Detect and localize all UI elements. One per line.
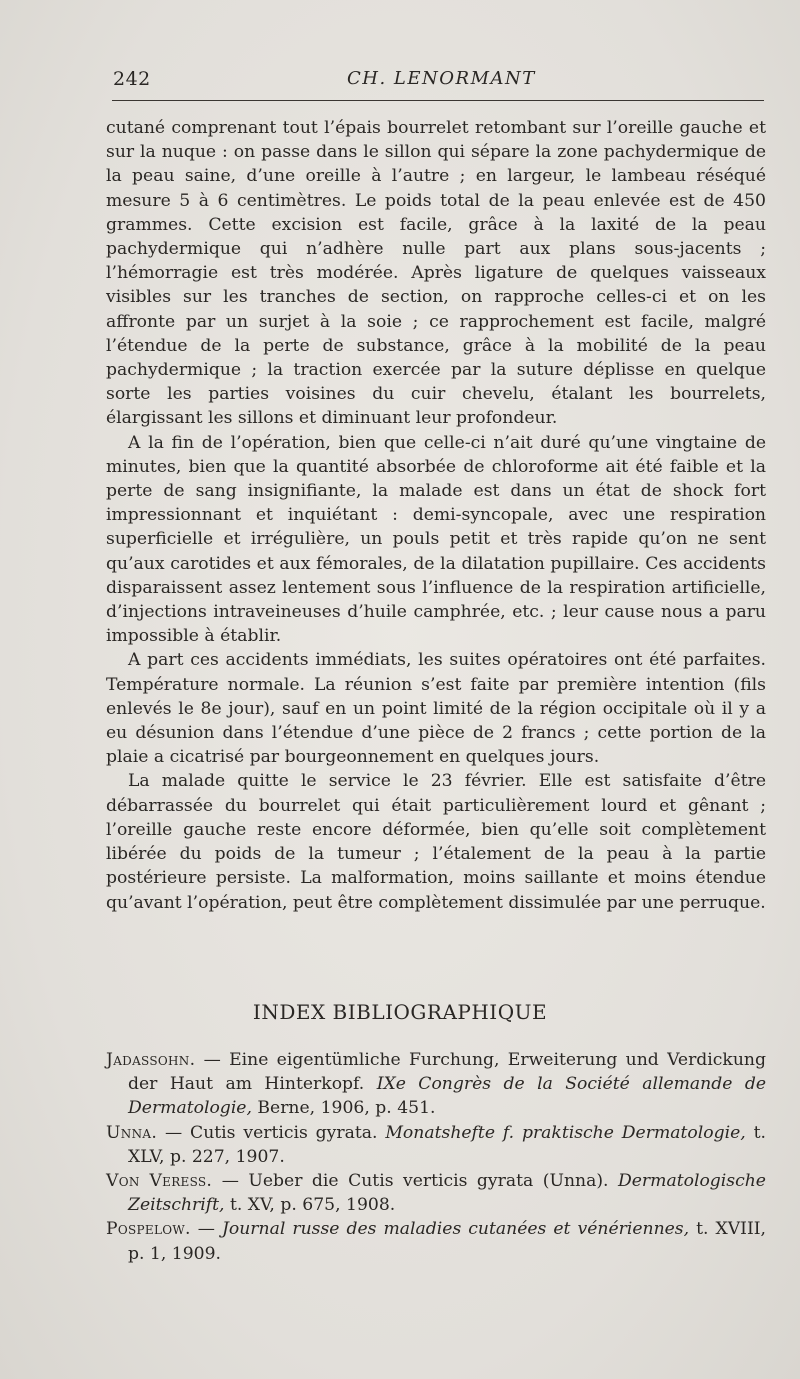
- bib-journal: Dermatologische Zeitschrift,: [128, 1171, 766, 1216]
- paragraph: La malade quitte le service le 23 février. Elle est satisfaite d’être débarrassée du bourrelet qui était particulièrement lourd et gênant ; l’oreille gauche reste encore déformée, bien qu’elle soit complètement libérée du poids de la tumeur ; l’étalement de la peau à la partie postérieure persiste. La malformation, moins saillante et moins étendue qu’avant l’opération, peut être complètement dissimulée par une perruque.: [106, 771, 766, 913]
- bib-entry: [106, 1169, 766, 1217]
- body-text: [106, 116, 766, 915]
- header-rule: [112, 100, 764, 101]
- bib-author: Jadassohn.: [106, 1050, 196, 1070]
- bib-dash: —: [157, 1122, 191, 1143]
- bib-text: Cutis verticis gyrata.: [190, 1122, 386, 1143]
- bibliography: [106, 1048, 766, 1266]
- bib-dash: —: [212, 1171, 249, 1192]
- bib-dash: —: [195, 1050, 230, 1070]
- bib-tail: Berne, 1906, p. 451.: [251, 1098, 436, 1119]
- bib-tail: t. XVIII, p. 1, 1909.: [128, 1219, 766, 1264]
- page-number: 242: [113, 68, 151, 90]
- bib-text: Ueber die Cutis verticis gyrata (Unna).: [248, 1171, 618, 1192]
- bib-journal: IXe Congrès de la Société allemande de Dermatologie,: [128, 1074, 767, 1119]
- bib-author: Von Veress.: [106, 1171, 213, 1192]
- bib-entry: [106, 1217, 766, 1265]
- bib-tail: t. XLV, p. 227, 1907.: [128, 1122, 766, 1167]
- paragraph: A part ces accidents immédiats, les suites opératoires ont été parfaites. Température normale. La réunion s’est faite par première intention (fils enlevés le 8e jour), sauf en un point limité de la région occipitale où il y a eu désunion dans l’étendue d’une pièce de 2 francs ; cette portion de la plaie a cicatrisé par bourgeonnement en quelques jours.: [106, 650, 766, 768]
- bib-journal: Monatshefte f. praktische Dermatologie,: [385, 1122, 746, 1143]
- bib-entry: [106, 1121, 766, 1169]
- bib-author: Pospelow.: [106, 1219, 191, 1240]
- paragraph: cutané comprenant tout l’épais bourrelet retombant sur l’oreille gauche et sur la nuque : on passe dans le sillon qui sépare la zone pachydermique de la peau saine, d’une oreille à l’autre ; en largeur, le lambeau réséqué mesure 5 à 6 centimètres. Le poids total de la peau enlevée est de 450 grammes. Cette excision est facile, grâce à la laxité de la peau pachydermique qui n’adhère nulle part aux plans sous-jacents ; l’hémorragie est très modérée. Après ligature de quelques vaisseaux visibles sur les tranches de section, on rapproche celles-ci et on les affronte par un surjet à la soie ; ce rapprochement est facile, malgré l’étendue de la perte de substance, grâce à la mobilité de la peau pachydermique ; la traction exercée par la suture déplisse en quelque sorte les parties voisines du cuir chevelu, étalant les bourrelets, élargissant les sillons et diminuant leur profondeur.: [106, 118, 766, 429]
- bib-author: Unna.: [106, 1122, 158, 1143]
- bib-entry: [106, 1048, 766, 1121]
- paragraph: A la fin de l’opération, bien que celle-ci n’ait duré qu’une vingtaine de minutes, bien que la quantité absorbée de chloroforme ait été faible et la perte de sang insignifiante, la malade est dans un état de shock fort impressionnant et inquiétant : demi-syncopale, avec une respiration superficielle et irrégulière, un pouls petit et très rapide qu’on ne sent qu’aux carotides et aux fémorales, de la dilatation pupillaire. Ces accidents disparaissent assez lentement sous l’influence de la respiration artificielle, d’injections intraveineuses d’huile camphrée, etc. ; leur cause nous a paru impossible à établir.: [106, 432, 766, 647]
- bib-tail: t. XV, p. 675, 1908.: [224, 1195, 396, 1216]
- index-title: INDEX BIBLIOGRAPHIQUE: [252, 1000, 548, 1024]
- bib-journal: Journal russe des maladies cutanées et vénériennes,: [222, 1219, 690, 1240]
- bib-text: Eine eigentümliche Furchung, Erweiterung und Verdickung der Haut am Hinterkopf.: [128, 1050, 766, 1095]
- page-header: [113, 68, 763, 98]
- running-head: CH. LENORMANT: [347, 68, 536, 89]
- bib-dash: —: [190, 1219, 222, 1240]
